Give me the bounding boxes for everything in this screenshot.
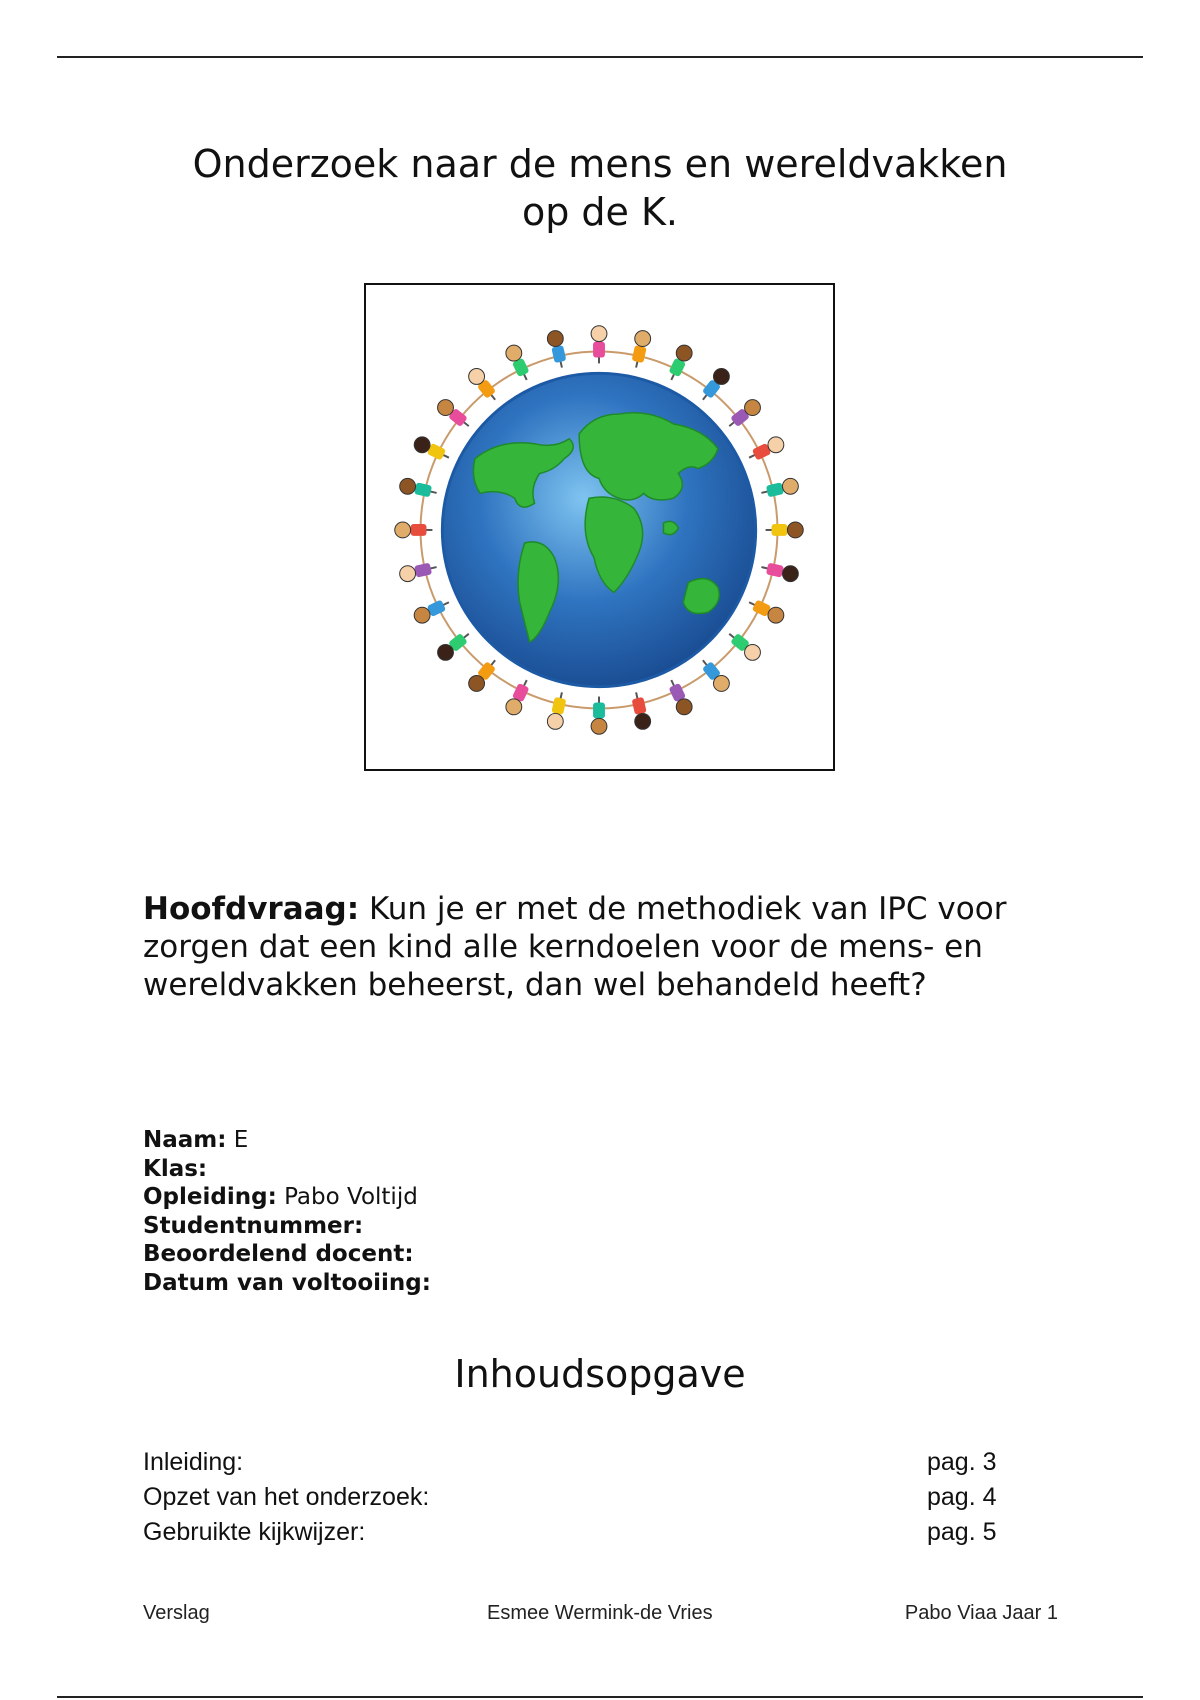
child-figure [591, 697, 607, 735]
child-figure [761, 478, 798, 497]
child-figure [395, 522, 433, 538]
top-rule [57, 56, 1143, 58]
info-row-datum [143, 1269, 843, 1298]
naam-value: E [233, 1127, 249, 1153]
main-question [143, 890, 1063, 1004]
toc-title: Inhoudsopgave [454, 1352, 746, 1396]
child-figure [632, 331, 651, 368]
document-title [100, 140, 1100, 236]
footer-right: Pabo Viaa Jaar 1 [904, 1602, 1058, 1624]
cover-image-globe [364, 283, 835, 771]
title-line-2: op de K. [521, 190, 679, 234]
toc-entry[interactable] [143, 1518, 1003, 1553]
bottom-rule [57, 1696, 1143, 1698]
globe-illustration [366, 285, 833, 769]
toc-entry[interactable] [143, 1483, 1003, 1518]
toc-entry-page: pag. 3 [927, 1448, 997, 1476]
datum-label: Datum van voltooiing: [143, 1269, 431, 1296]
title-line-1: Onderzoek naar de mens en wereldvakken [192, 142, 1008, 186]
info-row-opleiding [143, 1183, 843, 1212]
page-footer [143, 1602, 1058, 1630]
opleiding-value: Pabo Voltijd [284, 1184, 418, 1210]
toc-entry-title: Opzet van het onderzoek: [143, 1483, 430, 1511]
klas-label: Klas: [143, 1155, 208, 1182]
toc-entry[interactable] [143, 1448, 1003, 1483]
child-figure [591, 326, 607, 364]
info-row-naam [143, 1126, 843, 1155]
child-figure [547, 692, 566, 729]
info-row-studentnummer [143, 1212, 843, 1241]
child-figure [400, 478, 437, 497]
child-figure [400, 563, 437, 582]
toc-entry-page: pag. 4 [927, 1483, 997, 1511]
toc-entry-title: Inleiding: [143, 1448, 244, 1476]
toc-entry-page: pag. 5 [927, 1518, 997, 1546]
footer-left: Verslag [143, 1602, 210, 1624]
student-info [143, 1126, 843, 1297]
studentnummer-label: Studentnummer: [143, 1212, 364, 1239]
toc-entry-title: Gebruikte kijkwijzer: [143, 1518, 366, 1546]
naam-label: Naam: [143, 1127, 227, 1153]
info-row-docent [143, 1240, 843, 1269]
table-of-contents [143, 1448, 1003, 1553]
child-figure [547, 331, 566, 368]
docent-label: Beoordelend docent: [143, 1241, 414, 1267]
child-figure [766, 522, 804, 538]
info-row-klas [143, 1155, 843, 1184]
opleiding-label: Opleiding: [143, 1184, 277, 1210]
child-figure [761, 563, 798, 582]
footer-center: Esmee Wermink-de Vries [487, 1602, 713, 1624]
question-label: Hoofdvraag: [143, 891, 360, 927]
child-figure [632, 692, 651, 729]
question-text: Kun je er met de methodiek van IPC voor zorgen dat een kind alle kerndoelen voor de mens- en wereldvakken beheerst, dan wel behandeld heeft? [143, 891, 1007, 1003]
